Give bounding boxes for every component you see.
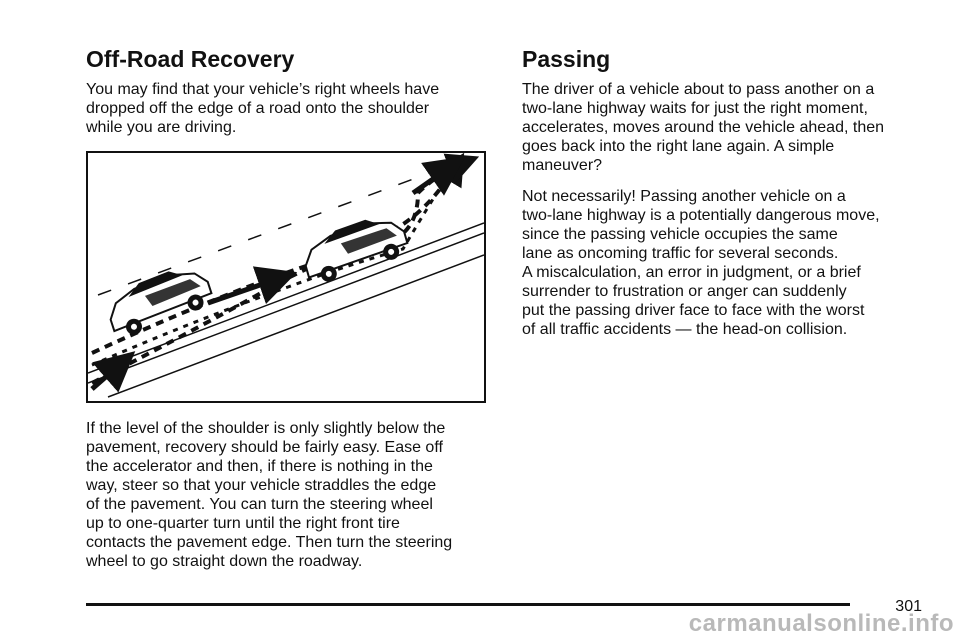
text-line: You may find that your vehicle’s right wheels have [86, 81, 440, 98]
text-line: Not necessarily! Passing another vehicle on a [522, 188, 846, 205]
text-line: two-lane highway is a potentially dangerous move, [522, 207, 880, 224]
section-heading-off-road-recovery: Off-Road Recovery [86, 46, 295, 72]
vehicle-path-dashed [92, 161, 468, 353]
off-road-intro-paragraph [86, 80, 490, 137]
text-line: since the passing vehicle occupies the same [522, 226, 838, 243]
right-column [522, 44, 932, 351]
text-line: put the passing driver face to face with the worst [522, 302, 865, 319]
text-line: maneuver? [522, 157, 603, 174]
vehicle-path-dashed [92, 183, 443, 365]
text-line: accelerates, moves around the vehicle ahead, then [522, 119, 885, 136]
footer-rule [86, 603, 850, 606]
direction-arrow [208, 277, 283, 303]
text-line: of all traffic accidents — the head-on collision. [522, 321, 848, 338]
text-line: two-lane highway waits for just the right moment, [522, 100, 868, 117]
text-line: lane as oncoming traffic for several seconds. [522, 245, 839, 262]
text-line: A miscalculation, an error in judgment, or a brief [522, 264, 861, 281]
road-center-line [98, 153, 484, 295]
passing-paragraph-2 [522, 187, 932, 339]
text-line: The driver of a vehicle about to pass another on a [522, 81, 875, 98]
text-line: contacts the pavement edge. Then turn the steering [86, 534, 453, 551]
text-line: way, steer so that your vehicle straddles the edge [86, 477, 437, 494]
car-illustration [298, 210, 412, 287]
road-illustration-svg [88, 153, 484, 401]
text-line: while you are driving. [86, 119, 237, 136]
passing-paragraph-1 [522, 80, 932, 175]
watermark-text: carmanualsonline.info [688, 610, 954, 637]
text-line: up to one-quarter turn until the right front tire [86, 515, 400, 532]
text-line: of the pavement. You can turn the steering wheel [86, 496, 433, 513]
off-road-recovery-illustration [86, 151, 486, 403]
text-line: dropped off the edge of a road onto the shoulder [86, 100, 430, 117]
page-number: 301 [895, 598, 922, 615]
left-column [86, 44, 490, 583]
text-line: the accelerator and then, if there is nothing in the [86, 458, 433, 475]
text-line: wheel to go straight down the roadway. [86, 553, 363, 570]
off-road-body-paragraph [86, 419, 490, 571]
text-line: pavement, recovery should be fairly easy. Ease off [86, 439, 443, 456]
text-line: goes back into the right lane again. A simple [522, 138, 835, 155]
text-line: surrender to frustration or anger can suddenly [522, 283, 847, 300]
text-line: If the level of the shoulder is only slightly below the [86, 420, 446, 437]
section-heading-passing: Passing [522, 46, 611, 72]
